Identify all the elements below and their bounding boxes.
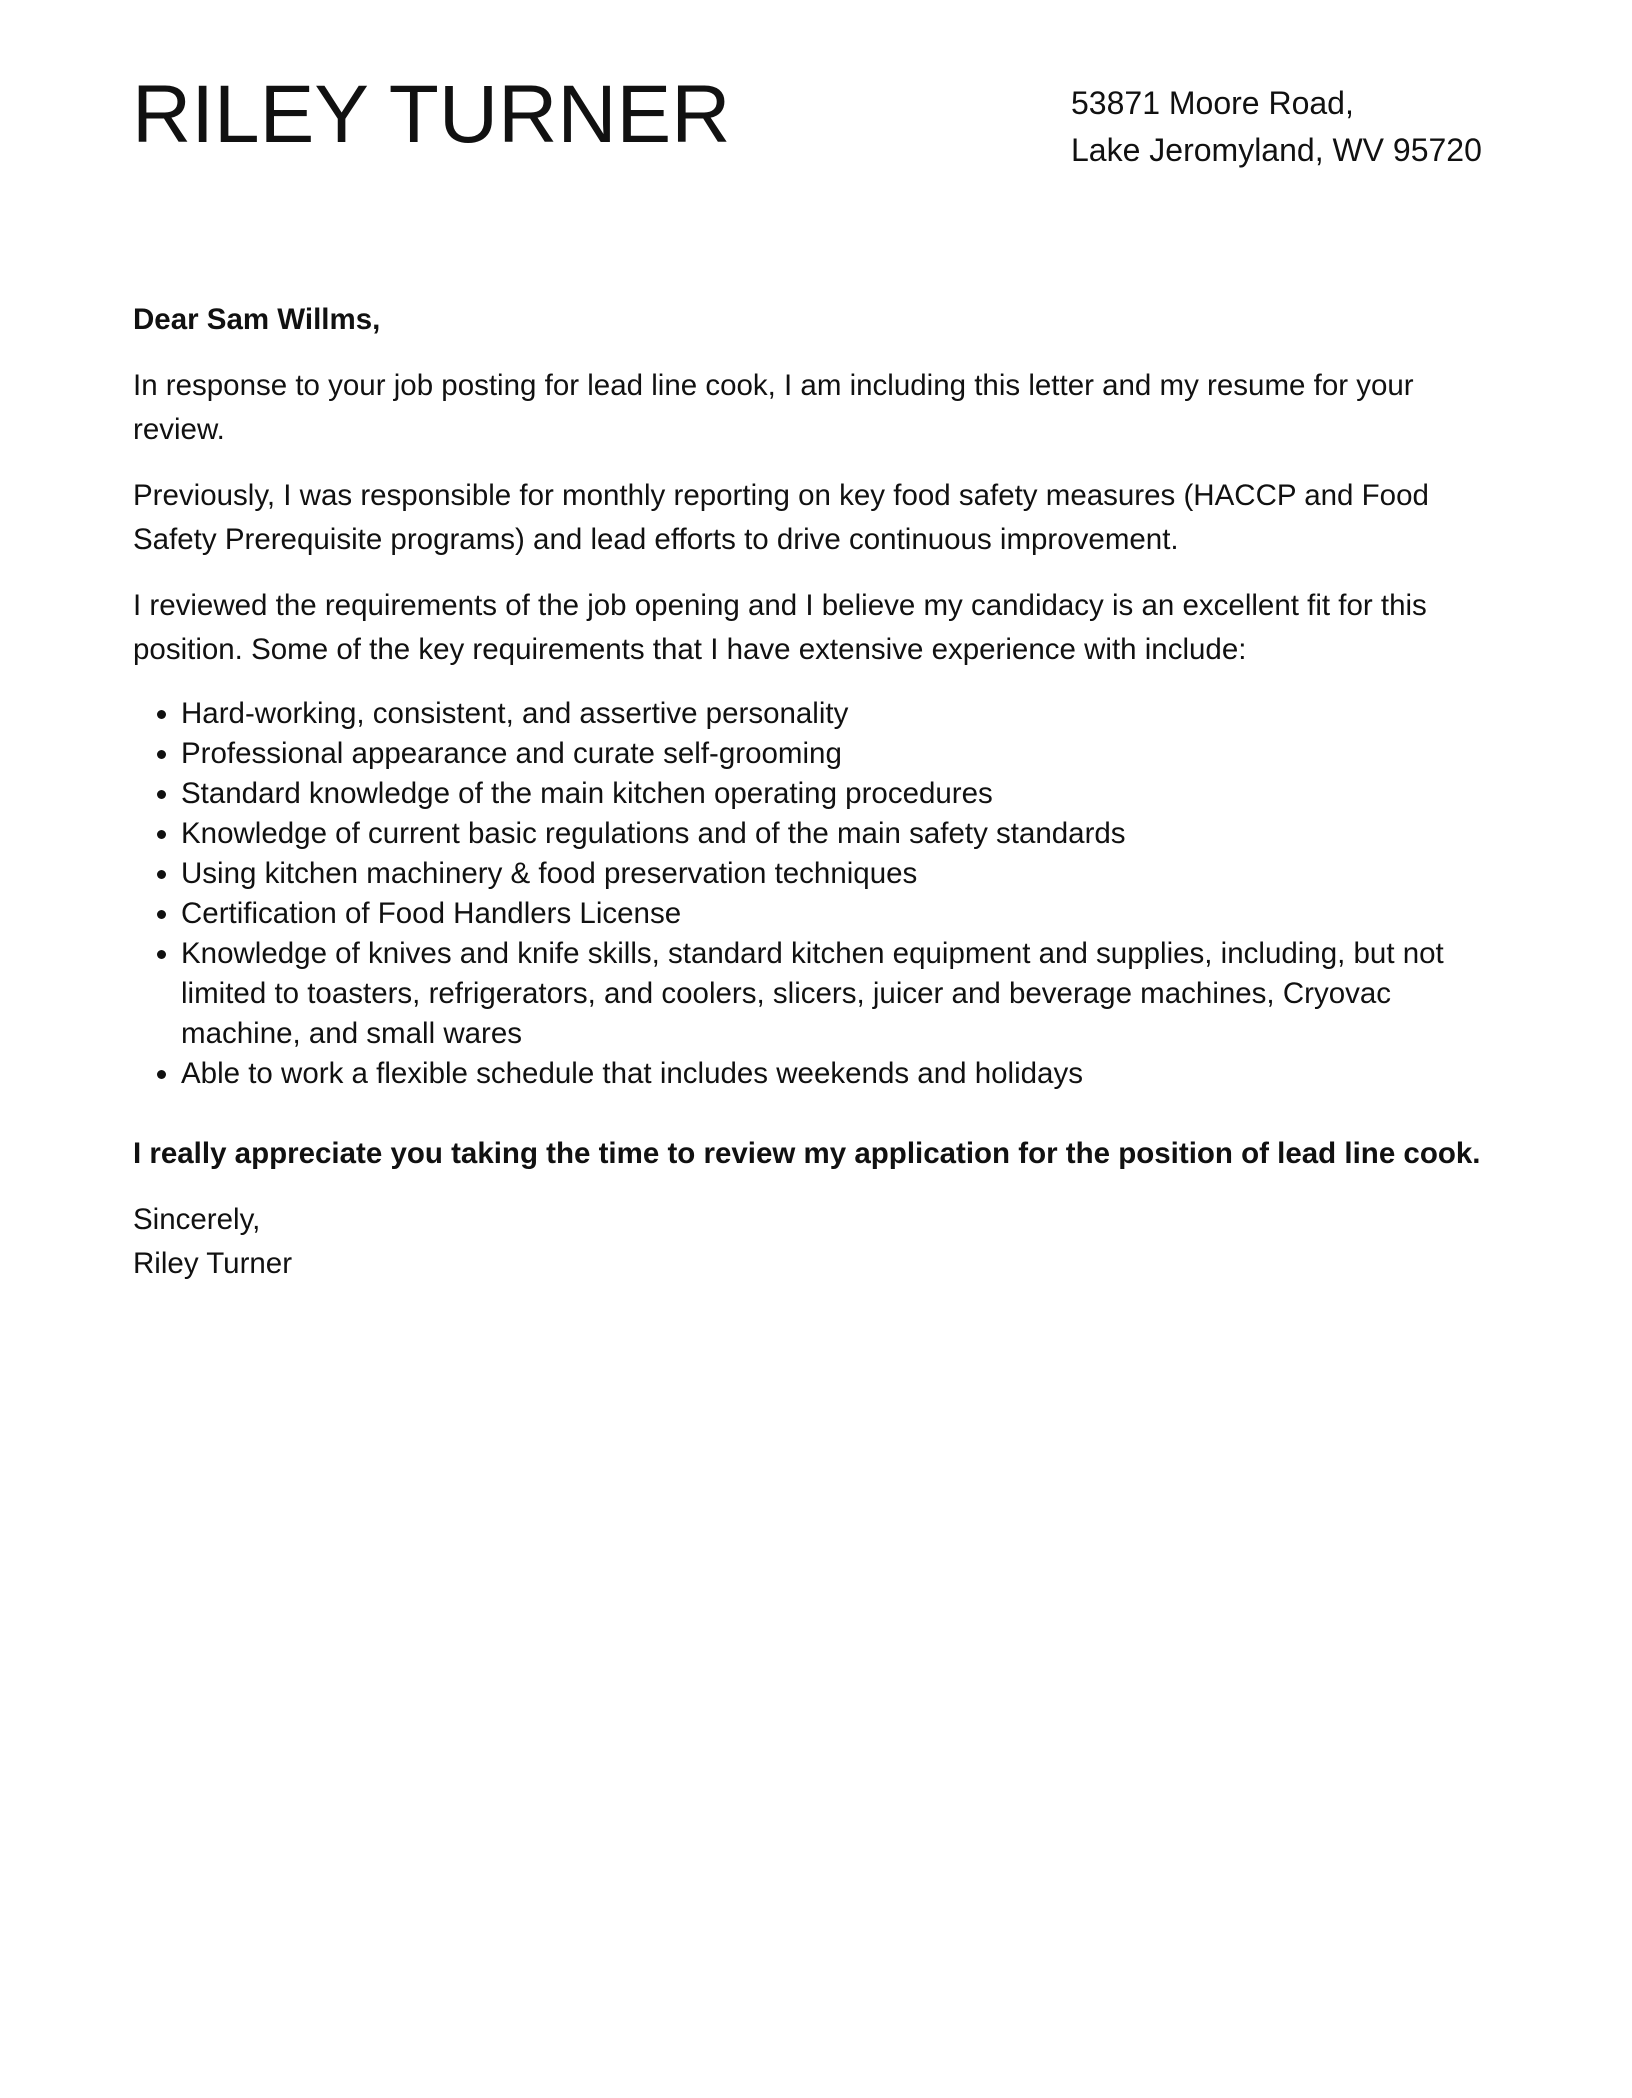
list-item: [133, 1054, 1503, 1094]
list-item: [133, 854, 1503, 894]
list-item-text: Knowledge of current basic regulations and of the main safety standards: [181, 817, 1126, 850]
signature-name: Riley Turner: [133, 1247, 293, 1280]
list-item-text: Professional appearance and curate self-grooming: [181, 737, 842, 770]
list-item-text: Knowledge of knives and knife skills, standard kitchen equipment and supplies, including, but not limited to toasters, refrigerators, and coolers, slicers, juicer and beverage machines, Cryovac machine, and small wares: [181, 937, 1444, 1050]
bullet-icon: [157, 950, 166, 959]
list-item: [133, 814, 1503, 854]
bullet-icon: [157, 830, 166, 839]
list-item-text: Using kitchen machinery & food preservation techniques: [181, 857, 918, 890]
applicant-address: [1071, 80, 1482, 174]
bullet-icon: [157, 710, 166, 719]
list-item: [133, 934, 1503, 1054]
bullet-icon: [157, 750, 166, 759]
list-item: [133, 774, 1503, 814]
bullet-icon: [157, 910, 166, 919]
bullet-icon: [157, 1070, 166, 1079]
paragraph-experience: Previously, I was responsible for monthly reporting on key food safety measures (HACCP and Food Safety Prerequisite programs) and lead efforts to drive continuous improvement.: [133, 479, 1429, 556]
requirements-list: [133, 694, 1503, 1094]
bullet-icon: [157, 870, 166, 879]
paragraph-intro: In response to your job posting for lead line cook, I am including this letter and my resume for your review.: [133, 369, 1414, 446]
list-item-text: Standard knowledge of the main kitchen operating procedures: [181, 777, 993, 810]
list-item-text: Hard-working, consistent, and assertive personality: [181, 697, 849, 730]
letter-body: [133, 298, 1503, 1286]
salutation: Dear Sam Willms,: [133, 303, 381, 336]
address-line-1: 53871 Moore Road,: [1071, 85, 1354, 121]
list-item-text: Able to work a flexible schedule that includes weekends and holidays: [181, 1057, 1083, 1090]
bullet-icon: [157, 790, 166, 799]
signoff: Sincerely,: [133, 1203, 261, 1236]
paragraph-requirements: I reviewed the requirements of the job opening and I believe my candidacy is an excellent fit for this position. Some of the key requirements that I have extensive experience with include:: [133, 589, 1427, 666]
list-item-text: Certification of Food Handlers License: [181, 897, 682, 930]
list-item: [133, 894, 1503, 934]
address-line-2: Lake Jeromyland, WV 95720: [1071, 132, 1482, 168]
list-item: [133, 734, 1503, 774]
closing-paragraph: I really appreciate you taking the time to review my application for the position of lead line cook.: [133, 1137, 1481, 1170]
list-item: [133, 694, 1503, 734]
applicant-name: RILEY TURNER: [132, 69, 731, 160]
